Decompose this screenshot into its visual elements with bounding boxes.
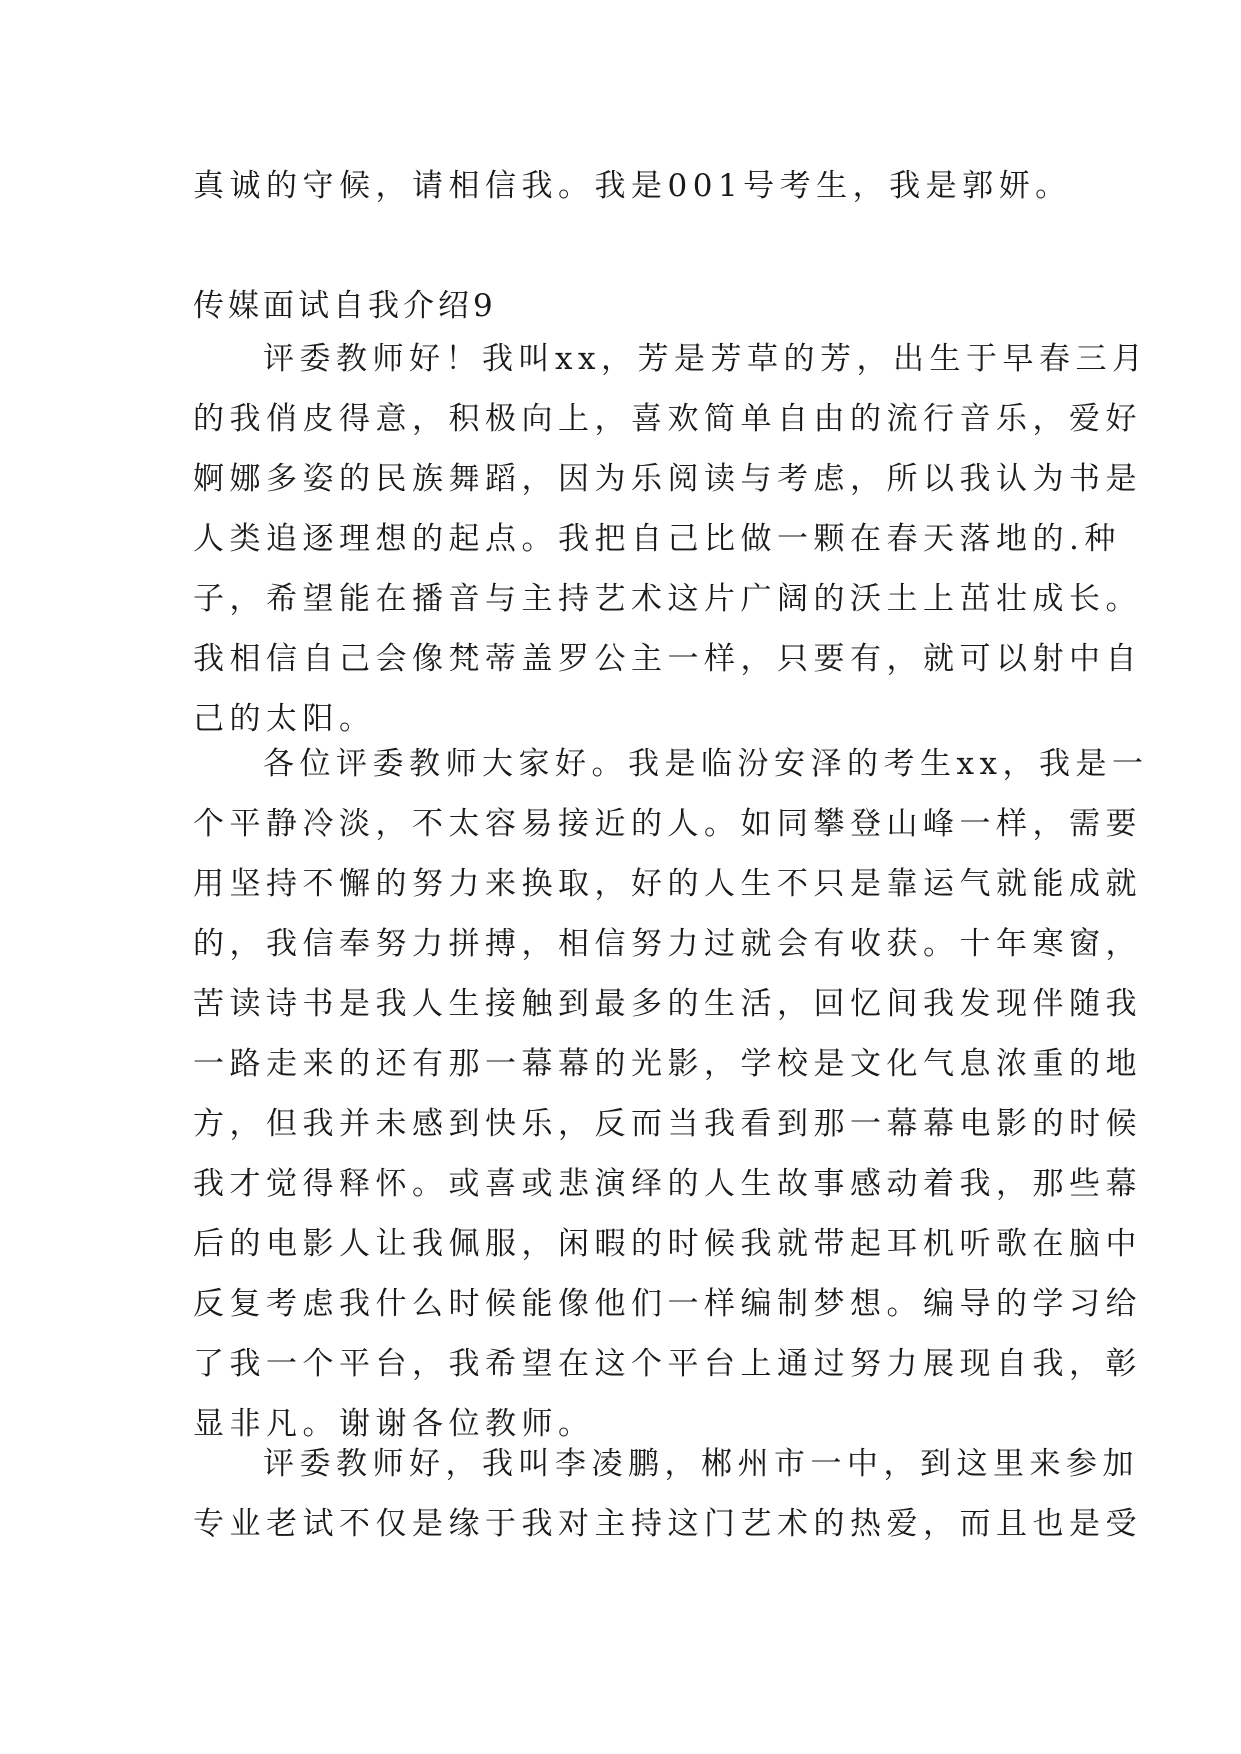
text-line: 我相信自己会像梵蒂盖罗公主一样，只要有，就可以射中自 [193,641,1142,677]
continuation-line [193,156,1072,216]
text-line: 评委教师好，我叫李凌鹏，郴州市一中，到这里来参加 [263,1446,1139,1482]
text-line: 真诚的守候，请相信我。我是001号考生，我是郭妍。 [193,168,1072,204]
text-line: 我才觉得释怀。或喜或悲演绎的人生故事感动着我，那些幕 [193,1166,1142,1202]
text-line: 的我俏皮得意，积极向上，喜欢简单自由的流行音乐，爱好 [193,401,1142,437]
text-line: 用坚持不懈的努力来换取，好的人生不只是靠运气就能成就 [193,866,1142,902]
text-line: 评委教师好！我叫xx，芳是芳草的芳，出生于早春三月 [263,341,1149,377]
text-line: 己的太阳。 [193,701,376,737]
text-line: 后的电影人让我佩服，闲暇的时候我就带起耳机听歌在脑中 [193,1226,1142,1262]
text-line: 苦读诗书是我人生接触到最多的生活，回忆间我发现伴随我 [193,986,1142,1022]
text-line: 各位评委教师大家好。我是临汾安泽的考生xx，我是一 [263,746,1149,782]
paragraph-3 [193,1434,1142,1554]
text-line: 人类追逐理想的起点。我把自己比做一颗在春天落地的.种 [193,521,1121,557]
text-line: 反复考虑我什么时候能像他们一样编制梦想。编导的学习给 [193,1286,1142,1322]
text-line: 的，我信奉努力拼搏，相信努力过就会有收获。十年寒窗， [193,926,1142,962]
text-line: 显非凡。谢谢各位教师。 [193,1406,595,1442]
text-line: 一路走来的还有那一幕幕的光影，学校是文化气息浓重的地 [193,1046,1142,1082]
text-line: 了我一个平台，我希望在这个平台上通过努力展现自我，彰 [193,1346,1142,1382]
text-line: 方，但我并未感到快乐，反而当我看到那一幕幕电影的时候 [193,1106,1142,1142]
text-line: 专业老试不仅是缘于我对主持这门艺术的热爱，而且也是受 [193,1506,1142,1542]
section-heading [193,276,1053,336]
paragraph-2 [193,734,1149,1454]
heading-text: 传媒面试自我介绍9 [193,288,497,324]
text-line: 子，希望能在播音与主持艺术这片广阔的沃土上茁壮成长。 [193,581,1142,617]
text-line: 个平静冷淡，不太容易接近的人。如同攀登山峰一样，需要 [193,806,1142,842]
paragraph-1 [193,329,1149,749]
text-line: 婀娜多姿的民族舞蹈，因为乐阅读与考虑，所以我认为书是 [193,461,1142,497]
